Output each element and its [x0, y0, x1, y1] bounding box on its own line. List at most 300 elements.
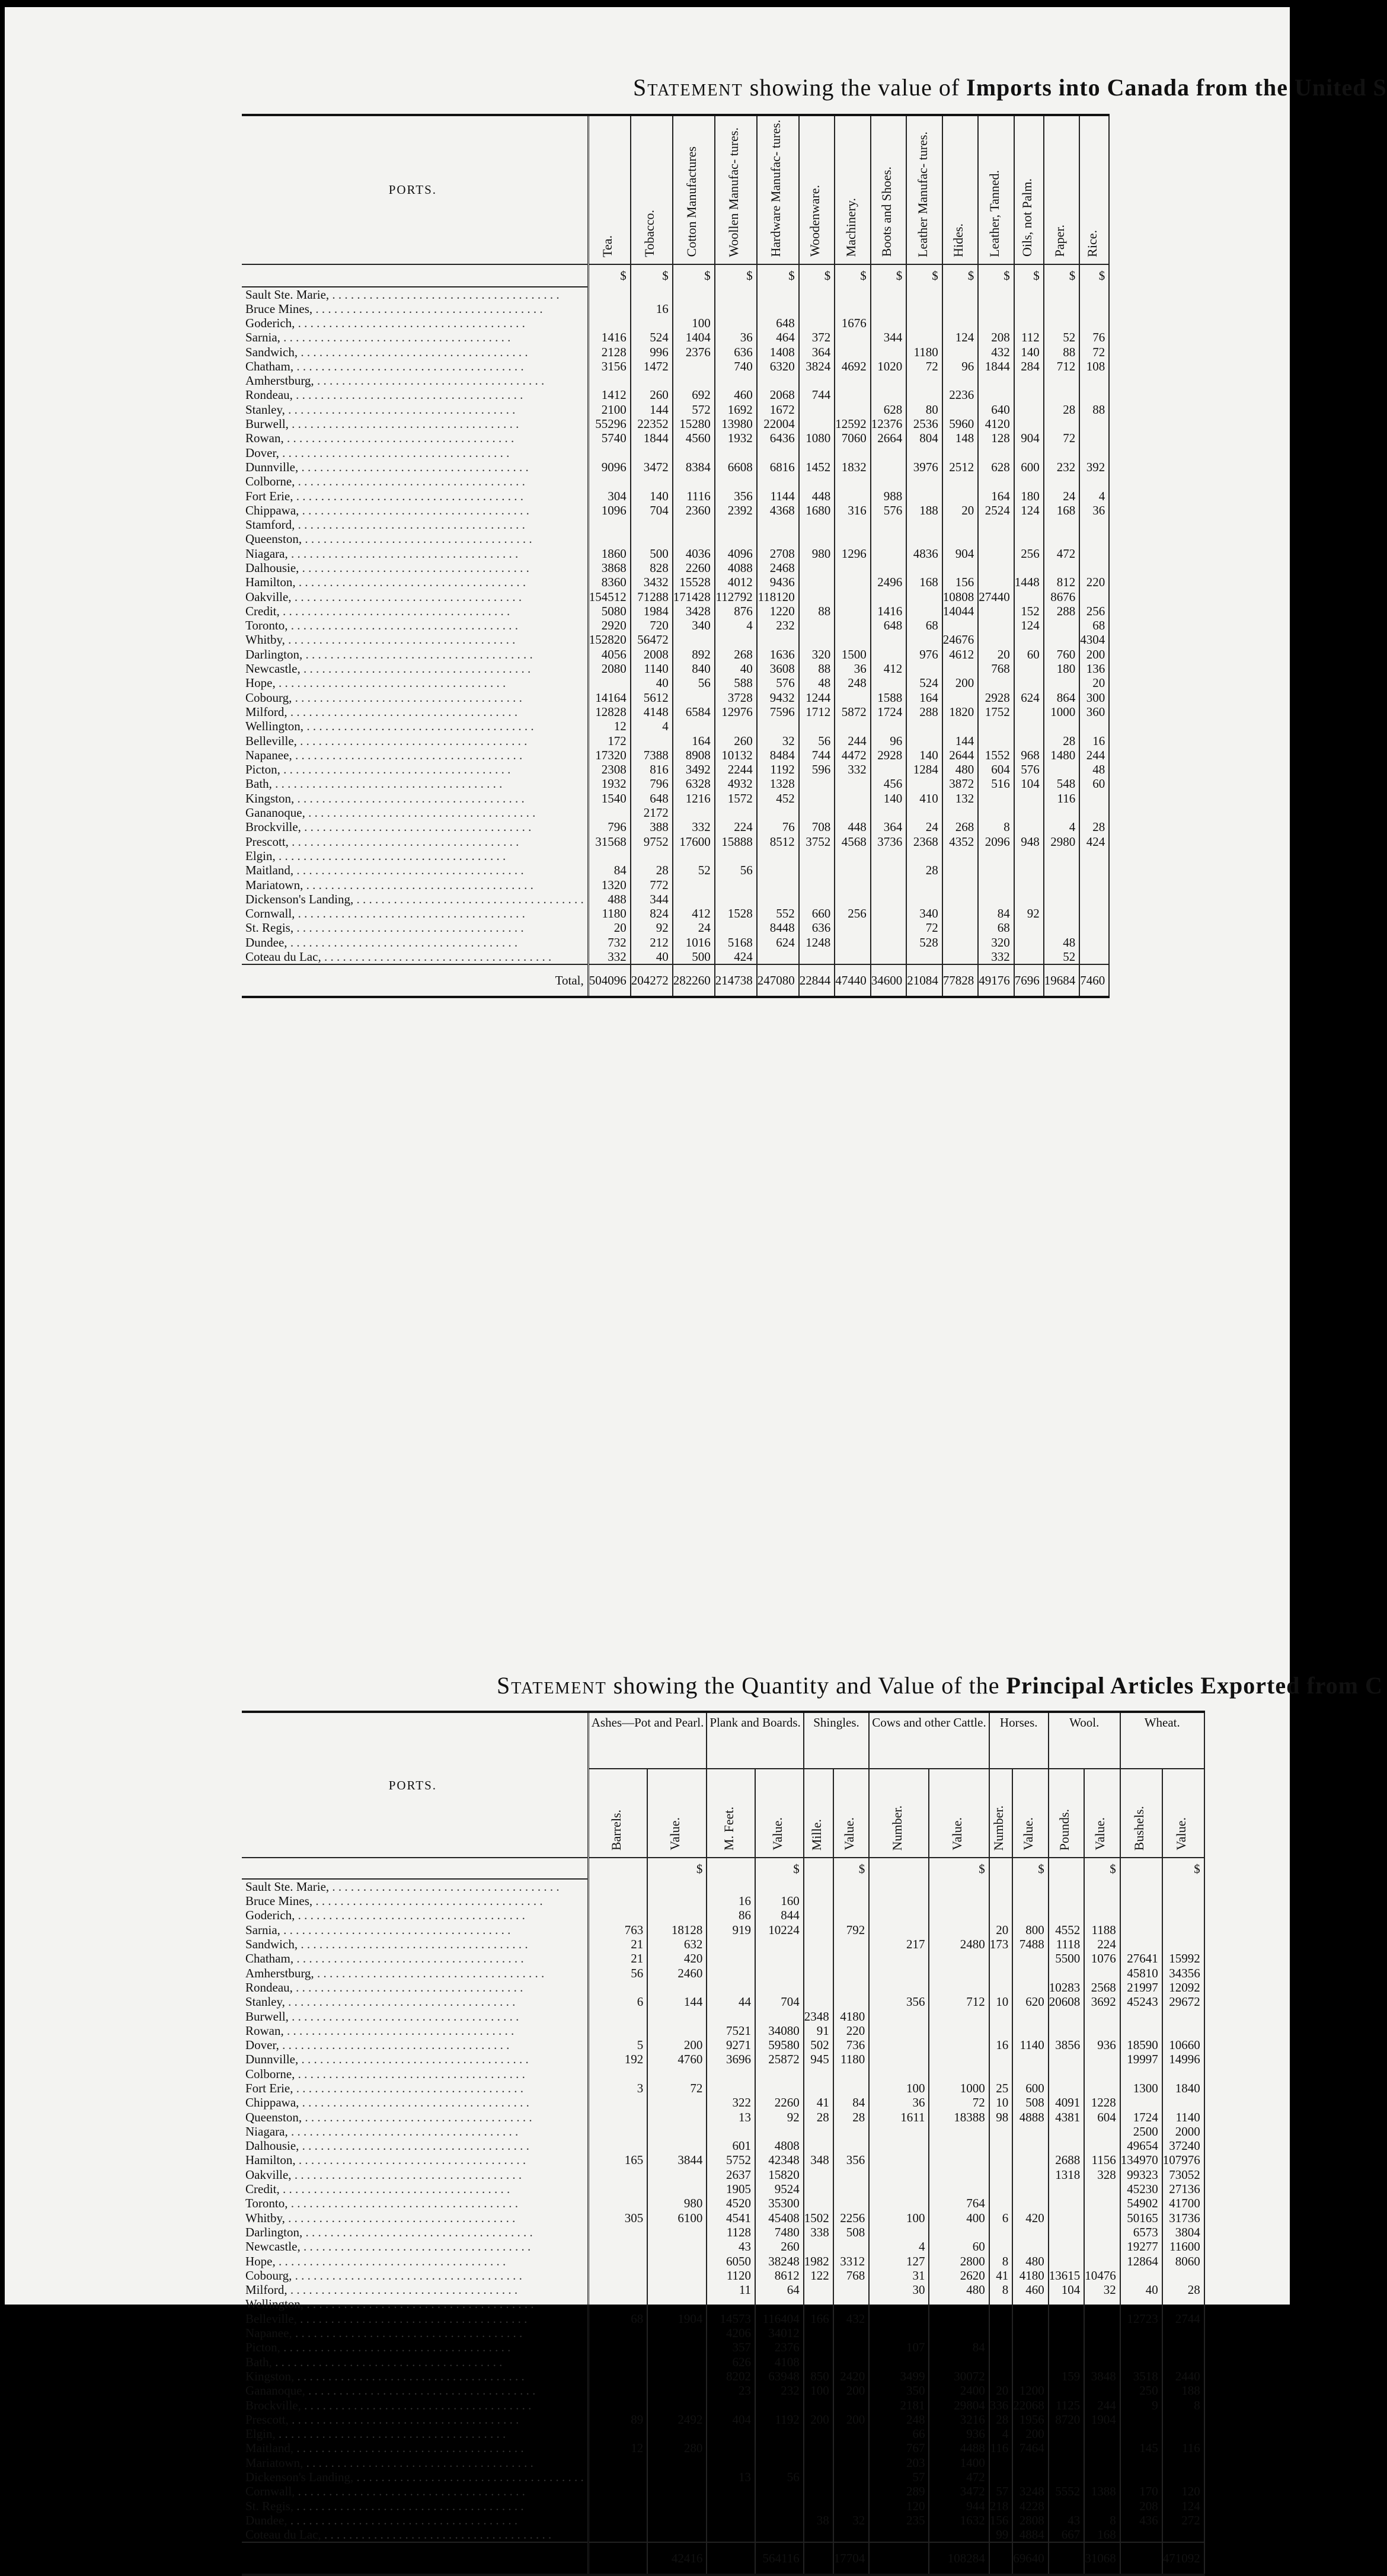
total-cell: 47440 [835, 964, 871, 997]
value-cell: 1472 [631, 359, 673, 373]
value-cell: 64 [755, 2283, 804, 2297]
value-cell [942, 863, 979, 877]
value-cell: 1140 [1012, 2038, 1049, 2052]
value-cell: 21997 [1120, 1980, 1162, 1995]
value-cell: 28 [833, 2110, 870, 2124]
value-cell [647, 2398, 707, 2412]
value-cell [1120, 2095, 1162, 2110]
value-cell [871, 950, 907, 964]
value-cell: 14573 [707, 2312, 755, 2326]
value-cell [835, 618, 871, 632]
value-cell [989, 2168, 1013, 2182]
value-cell [1014, 388, 1044, 402]
value-cell [1162, 1879, 1204, 1894]
total-cell: 21084 [906, 964, 942, 997]
value-cell: 364 [871, 820, 907, 834]
value-cell: 160 [755, 1894, 804, 1908]
value-cell [929, 1951, 989, 1965]
value-cell: 4206 [707, 2326, 755, 2340]
value-cell [1014, 373, 1044, 388]
value-cell: 92 [631, 921, 673, 935]
value-cell [755, 2527, 804, 2542]
value-cell: 54902 [1120, 2196, 1162, 2210]
value-cell [1079, 517, 1109, 532]
value-cell [804, 2182, 833, 2196]
value-cell: 732 [588, 935, 631, 950]
value-cell [1084, 2383, 1120, 2398]
value-cell: 71288 [631, 589, 673, 603]
value-cell: 344 [871, 330, 907, 344]
value-cell [1079, 892, 1109, 906]
value-cell: 2800 [929, 2254, 989, 2268]
totals-row [242, 2542, 1204, 2575]
value-cell: 13980 [715, 417, 757, 431]
value-cell: 1228 [1084, 2095, 1120, 2110]
value-cell: 648 [871, 618, 907, 632]
value-cell [647, 2009, 707, 2023]
column-header-label: Tea. [600, 235, 615, 257]
value-cell: 35300 [755, 2196, 804, 2210]
value-cell [871, 287, 907, 302]
value-cell [757, 373, 799, 388]
value-cell: 824 [631, 906, 673, 921]
value-cell: 15280 [673, 417, 715, 431]
column-header [989, 1769, 1013, 1858]
value-cell: 2128 [588, 344, 631, 359]
value-cell: 5740 [588, 431, 631, 445]
value-cell [929, 2182, 989, 2196]
value-cell: 24 [906, 820, 942, 834]
value-cell [835, 791, 871, 806]
value-cell [588, 2024, 647, 2038]
value-cell [942, 445, 979, 459]
table-row [242, 834, 1109, 848]
table-row [242, 2052, 1204, 2066]
value-cell: 32 [1084, 2283, 1120, 2297]
port-name: Colborne, . . . [242, 2067, 588, 2081]
value-cell [804, 1879, 833, 1894]
value-cell: 27641 [1120, 1951, 1162, 1965]
value-cell: 10283 [1049, 1980, 1085, 1995]
port-name: Elgin, . . . [242, 849, 588, 863]
value-cell: 4692 [835, 359, 871, 373]
value-cell: 52 [1044, 330, 1080, 344]
value-cell: 217 [869, 1937, 929, 1951]
value-cell [1084, 2340, 1120, 2354]
value-cell: 84 [833, 2095, 870, 2110]
value-cell: 1904 [1084, 2412, 1120, 2427]
value-cell: 1572 [715, 791, 757, 806]
value-cell: 56 [755, 2470, 804, 2484]
table-row [242, 776, 1109, 791]
value-cell: 500 [673, 950, 715, 964]
value-cell: 4120 [978, 417, 1014, 431]
value-cell: 49654 [1120, 2139, 1162, 2153]
value-cell: 2496 [871, 575, 907, 589]
value-cell [833, 2484, 870, 2498]
value-cell: 56 [673, 676, 715, 690]
value-cell [835, 776, 871, 791]
total-cell: 22844 [799, 964, 835, 997]
value-cell: 10660 [1162, 2038, 1204, 2052]
value-cell: 736 [833, 2038, 870, 2052]
value-cell: 2500 [1120, 2124, 1162, 2139]
value-cell [588, 287, 631, 302]
value-cell [833, 2398, 870, 2412]
value-cell [978, 316, 1014, 330]
value-cell: 120 [869, 2498, 929, 2513]
port-name: Chatham, . . . [242, 359, 588, 373]
value-cell: 460 [715, 388, 757, 402]
value-cell: 256 [1079, 604, 1109, 618]
value-cell [673, 474, 715, 488]
value-cell [588, 2239, 647, 2254]
value-cell [835, 561, 871, 575]
column-header-label: Value. [950, 1817, 965, 1850]
value-cell: 1680 [799, 503, 835, 517]
port-name: Darlington, . . . [242, 2225, 588, 2239]
value-cell: 18128 [647, 1923, 707, 1937]
column-header [631, 115, 673, 264]
column-header [715, 115, 757, 264]
value-cell: 166 [804, 2312, 833, 2326]
value-cell: 6584 [673, 705, 715, 719]
value-cell: 980 [647, 2196, 707, 2210]
value-cell [755, 1937, 804, 1951]
value-cell: 8 [1084, 2513, 1120, 2527]
port-name: Coteau du Lac, . . . [242, 2527, 588, 2542]
value-cell: 66 [869, 2427, 929, 2441]
value-cell: 768 [833, 2268, 870, 2283]
value-cell [989, 2239, 1013, 2254]
port-name: Chippawa, . . . [242, 2095, 588, 2110]
value-cell [588, 2369, 647, 2383]
value-cell: 120 [1162, 2484, 1204, 2498]
value-cell: 636 [799, 921, 835, 935]
value-cell: 212 [631, 935, 673, 950]
table-row [242, 532, 1109, 546]
port-name: Whitby, . . . [242, 632, 588, 647]
value-cell [715, 474, 757, 488]
value-cell [707, 2067, 755, 2081]
value-cell: 936 [929, 2427, 989, 2441]
value-cell: 36 [1079, 503, 1109, 517]
value-cell: 4 [869, 2239, 929, 2254]
value-cell [978, 719, 1014, 733]
value-cell [588, 2225, 647, 2239]
value-cell [715, 877, 757, 891]
value-cell [871, 532, 907, 546]
value-cell: 20 [942, 503, 979, 517]
port-name: Bruce Mines, . . . [242, 302, 588, 316]
value-cell: 140 [1014, 344, 1044, 359]
unit-cell [869, 1858, 929, 1879]
value-cell: 350 [869, 2383, 929, 2398]
value-cell: 43 [707, 2239, 755, 2254]
value-cell: 892 [673, 647, 715, 661]
value-cell [1084, 1965, 1120, 1980]
value-cell: 2480 [929, 1937, 989, 1951]
value-cell [1044, 517, 1080, 532]
value-cell: 56 [799, 733, 835, 747]
value-cell: 1144 [757, 488, 799, 503]
table-row [242, 2527, 1204, 2542]
value-cell: 218 [989, 2498, 1013, 2513]
value-cell: 36 [715, 330, 757, 344]
table-row [242, 632, 1109, 647]
total-cell: 7460 [1079, 964, 1109, 997]
value-cell: 800 [1012, 1923, 1049, 1937]
value-cell: 40 [715, 661, 757, 676]
value-cell: 6816 [757, 460, 799, 474]
value-cell: 628 [871, 402, 907, 417]
value-cell: 116 [1044, 791, 1080, 806]
value-cell: 1932 [588, 776, 631, 791]
value-cell [647, 2268, 707, 2283]
value-cell [1162, 2095, 1204, 2110]
total-cell [1120, 2542, 1162, 2575]
value-cell [588, 2470, 647, 2484]
value-cell: 56 [588, 1965, 647, 1980]
value-cell: 180 [1044, 661, 1080, 676]
value-cell [707, 1951, 755, 1965]
value-cell: 424 [1079, 834, 1109, 848]
value-cell: 288 [906, 705, 942, 719]
value-cell: 27440 [978, 589, 1014, 603]
value-cell: 448 [835, 820, 871, 834]
value-cell: 1192 [755, 2412, 804, 2427]
ports-header: PORTS. [242, 115, 588, 264]
value-cell: 1076 [1084, 1951, 1120, 1965]
value-cell: 20 [989, 1923, 1013, 1937]
value-cell: 708 [799, 820, 835, 834]
value-cell [871, 906, 907, 921]
value-cell [588, 2168, 647, 2182]
column-header [755, 1769, 804, 1858]
port-name: Fort Erie, . . . [242, 488, 588, 503]
table-row [242, 1995, 1204, 2009]
value-cell [707, 1879, 755, 1894]
unit-cell [1120, 1858, 1162, 1879]
value-cell: 1296 [835, 546, 871, 561]
port-name: Sarnia, . . . [242, 1923, 588, 1937]
value-cell: 256 [1014, 546, 1044, 561]
value-cell: 3868 [588, 561, 631, 575]
value-cell: 1552 [978, 748, 1014, 762]
value-cell [799, 445, 835, 459]
unit-cell: $ [833, 1858, 870, 1879]
value-cell: 1404 [673, 330, 715, 344]
value-cell [1079, 287, 1109, 302]
value-cell: 244 [1079, 748, 1109, 762]
value-cell: 116 [989, 2441, 1013, 2455]
port-name: Chippawa, . . . [242, 503, 588, 517]
value-cell [942, 488, 979, 503]
table-row [242, 2283, 1204, 2297]
value-cell: 628 [978, 460, 1014, 474]
unit-cell: $ [1084, 1858, 1120, 1879]
value-cell [1014, 950, 1044, 964]
value-cell: 159 [1049, 2369, 1085, 2383]
table-row [242, 647, 1109, 661]
value-cell [755, 2124, 804, 2139]
value-cell [588, 2067, 647, 2081]
value-cell [989, 2355, 1013, 2369]
port-name: Hamilton, . . . [242, 2153, 588, 2167]
value-cell: 118120 [757, 589, 799, 603]
value-cell [799, 877, 835, 891]
port-name: Rondeau, . . . [242, 388, 588, 402]
value-cell: 844 [755, 1908, 804, 1922]
value-cell [1049, 2312, 1085, 2326]
value-cell [1044, 806, 1080, 820]
table-row [242, 791, 1109, 806]
value-cell [869, 2139, 929, 2153]
value-cell: 4096 [715, 546, 757, 561]
value-cell: 8202 [707, 2369, 755, 2383]
value-cell: 3312 [833, 2254, 870, 2268]
value-cell: 124 [1014, 618, 1044, 632]
port-name: Dalhousie, . . . [242, 561, 588, 575]
port-name: Bruce Mines, . . . [242, 1894, 588, 1908]
port-name: Napanee, . . . [242, 748, 588, 762]
port-name: Newcastle, . . . [242, 661, 588, 676]
value-cell [833, 2139, 870, 2153]
value-cell: 3156 [588, 359, 631, 373]
table-row [242, 2211, 1204, 2225]
value-cell: 100 [673, 316, 715, 330]
value-cell [1162, 2456, 1204, 2470]
value-cell [929, 2067, 989, 2081]
value-cell: 250 [1120, 2383, 1162, 2398]
value-cell [715, 632, 757, 647]
value-cell: 4 [631, 719, 673, 733]
table-row [242, 330, 1109, 344]
value-cell [1044, 849, 1080, 863]
value-cell [1049, 2383, 1085, 2398]
value-cell: 2368 [906, 834, 942, 848]
value-cell [989, 2196, 1013, 2210]
value-cell [588, 2110, 647, 2124]
value-cell [647, 2110, 707, 2124]
value-cell [871, 460, 907, 474]
value-cell [871, 344, 907, 359]
table-row [242, 2268, 1204, 2283]
value-cell [588, 2009, 647, 2023]
value-cell: 29672 [1162, 1995, 1204, 2009]
column-header-label: Value. [1174, 1817, 1189, 1850]
value-cell: 28 [906, 863, 942, 877]
value-cell [989, 2139, 1013, 2153]
value-cell [673, 359, 715, 373]
value-cell [1049, 2470, 1085, 2484]
value-cell [757, 445, 799, 459]
table-row [242, 863, 1109, 877]
value-cell: 2000 [1162, 2124, 1204, 2139]
value-cell: 152 [1014, 604, 1044, 618]
value-cell: 3428 [673, 604, 715, 618]
value-cell [1049, 2067, 1085, 2081]
value-cell: 164 [673, 733, 715, 747]
total-cell: 34600 [871, 964, 907, 997]
value-cell [1049, 2355, 1085, 2369]
value-cell [755, 2456, 804, 2470]
value-cell: 28 [1079, 820, 1109, 834]
value-cell [1084, 2312, 1120, 2326]
value-cell [1084, 2182, 1120, 2196]
value-cell: 15820 [755, 2168, 804, 2182]
value-cell: 576 [871, 503, 907, 517]
value-cell: 220 [833, 2024, 870, 2038]
value-cell: 2260 [673, 561, 715, 575]
value-cell [1084, 2225, 1120, 2239]
value-cell [978, 733, 1014, 747]
value-cell [978, 517, 1014, 532]
table-row [242, 1980, 1204, 1995]
port-name: Burwell, . . . [242, 417, 588, 431]
group-header: Plank and Boards. [707, 1712, 803, 1769]
value-cell [833, 2326, 870, 2340]
value-cell [804, 2081, 833, 2095]
value-cell [1084, 2456, 1120, 2470]
value-cell: 200 [1012, 2427, 1049, 2441]
value-cell [978, 445, 1014, 459]
value-cell [1079, 302, 1109, 316]
value-cell: 3499 [869, 2369, 929, 2383]
table-row [242, 618, 1109, 632]
value-cell [755, 1980, 804, 1995]
value-cell: 12 [588, 719, 631, 733]
value-cell [978, 302, 1014, 316]
column-header-label: Tobacco. [642, 209, 657, 257]
value-cell [647, 2254, 707, 2268]
value-cell [1044, 906, 1080, 921]
port-name: Dickenson's Landing, . . . [242, 892, 588, 906]
value-cell: 116 [1162, 2441, 1204, 2455]
value-cell: 12864 [1120, 2254, 1162, 2268]
table-row [242, 2398, 1204, 2412]
value-cell: 17320 [588, 748, 631, 762]
value-cell [647, 2283, 707, 2297]
value-cell: 48 [1079, 762, 1109, 776]
port-name: Maitland, . . . [242, 863, 588, 877]
column-header-label: Value. [667, 1817, 683, 1850]
value-cell: 344 [631, 892, 673, 906]
port-name: Dover, . . . [242, 445, 588, 459]
value-cell: 56472 [631, 632, 673, 647]
imports-title-prefix: Statement [633, 74, 743, 101]
value-cell [1012, 2024, 1049, 2038]
column-header-label: Leather Manufac- tures. [915, 131, 930, 257]
value-cell: 320 [799, 647, 835, 661]
value-cell: 1636 [757, 647, 799, 661]
value-cell [1084, 2254, 1120, 2268]
column-header [1084, 1769, 1120, 1858]
port-name: Kingston, . . . [242, 791, 588, 806]
value-cell [989, 1894, 1013, 1908]
value-cell: 165 [588, 2153, 647, 2167]
value-cell [1162, 2340, 1204, 2354]
value-cell [673, 302, 715, 316]
value-cell [804, 2340, 833, 2354]
value-cell: 360 [1079, 705, 1109, 719]
value-cell: 18388 [929, 2110, 989, 2124]
value-cell [1079, 877, 1109, 891]
unit-cell: $ [978, 264, 1014, 287]
value-cell [929, 2139, 989, 2153]
value-cell [799, 863, 835, 877]
value-cell: 1540 [588, 791, 631, 806]
